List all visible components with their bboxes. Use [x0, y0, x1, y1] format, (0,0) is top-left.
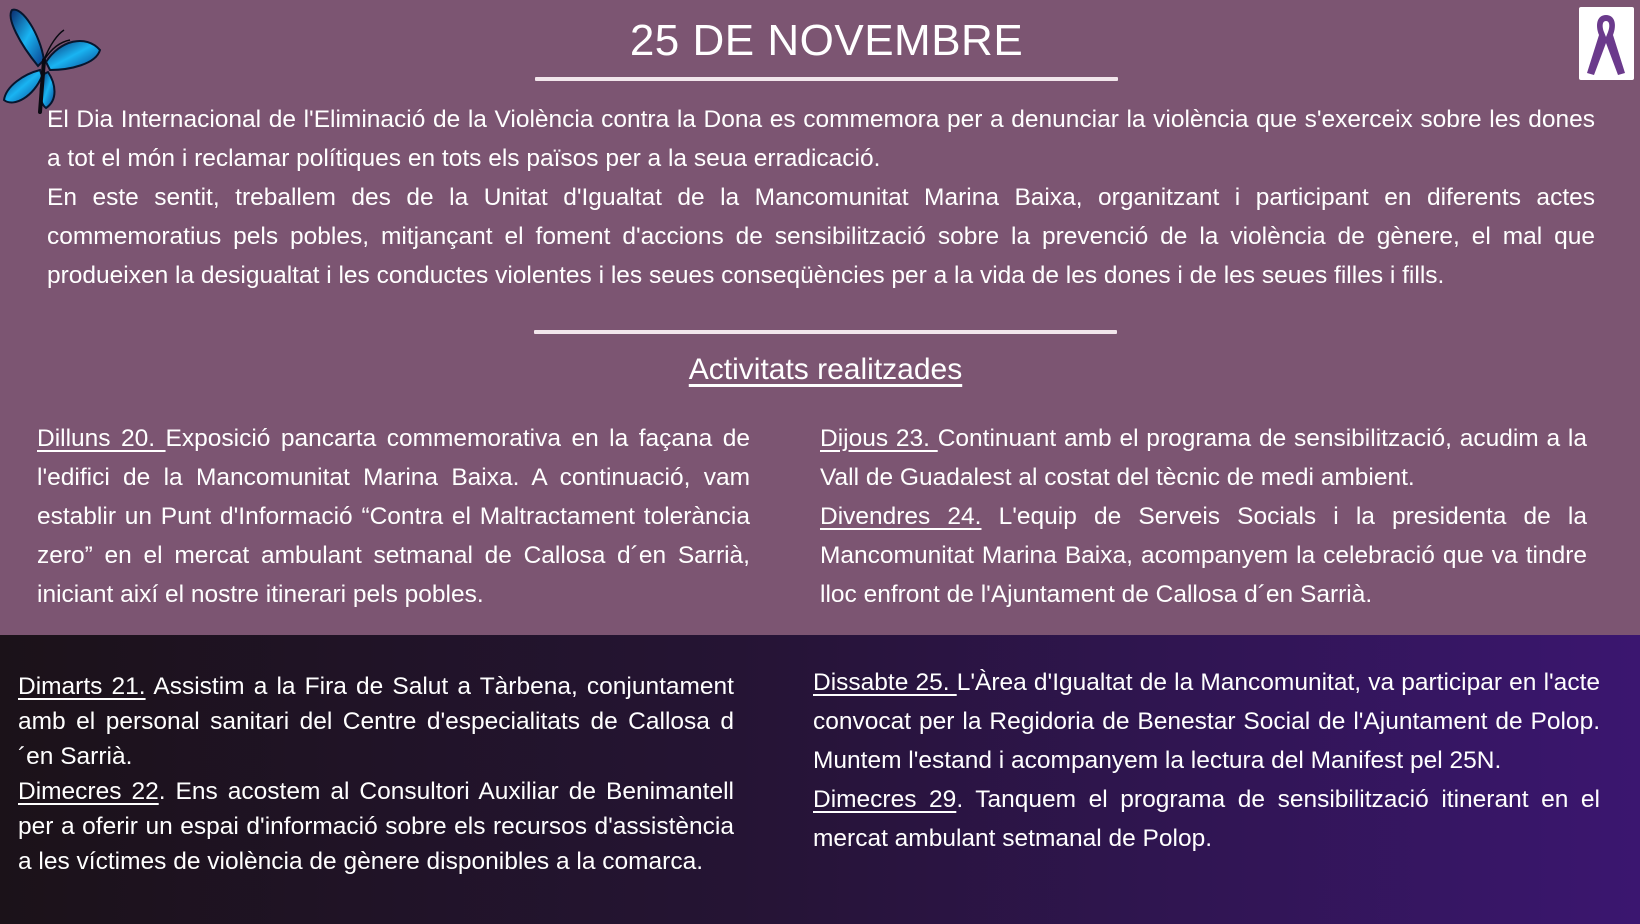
activity-text: L'Àrea d'Igualtat de la Mancomunitat, va participar en l'acte convocat per la Regidoria de Benestar Social de l'Ajuntament de Polop. Muntem l'estand i acompanyem la lectura del Manifest pel 25N.: [813, 669, 1600, 774]
section-divider: [534, 330, 1117, 334]
activity-text: L'equip de Serveis Socials i la presidenta de la Mancomunitat Marina Baixa, acompanyem la celebració que va tindre lloc enfront de l'Ajuntament de Callosa d´en Sarrià.: [820, 503, 1587, 608]
activity-text: . Tanquem el programa de sensibilització itinerant en el mercat ambulant setmanal de Polop.: [813, 786, 1601, 852]
activity-entry: [813, 663, 1600, 780]
activity-day: Dissabte 25.: [813, 669, 957, 696]
activities-heading: Activitats realitzades: [688, 353, 963, 386]
activity-entry: [37, 419, 750, 614]
activity-day: Divendres 24.: [820, 503, 982, 530]
activity-column-top-right: [820, 419, 1587, 614]
activity-column-bottom-right: [813, 663, 1600, 858]
activity-column-bottom-left: [18, 669, 734, 879]
activity-entry: [18, 669, 734, 774]
activity-entry: [813, 780, 1600, 858]
activity-text: Assistim a la Fira de Salut a Tàrbena, conjuntament amb el personal sanitari del Centre d'especialitats de Callosa d´en Sarrià.: [18, 673, 734, 770]
activity-entry: [820, 497, 1587, 614]
ribbon-frame: [1579, 7, 1634, 80]
activity-day: Dilluns 20.: [37, 425, 166, 452]
activity-entry: [820, 419, 1587, 497]
activity-text: . Ens acostem al Consultori Auxiliar de Benimantell per a oferir un espai d'informació sobre els recursos d'assistència a les víctimes de violència de gènere disponibles a la comarca.: [18, 778, 734, 875]
activity-column-top-left: [37, 419, 750, 614]
intro-paragraph: En este sentit, treballem des de la Unitat d'Igualtat de la Mancomunitat Marina Baixa, organitzant i participant en diferents actes commemoratius pels pobles, mitjançant el foment d'accions de sensibilització sobre la prevenció de la violència de gènere, el mal que produeixen la desigualtat i les conductes violentes i les seues conseqüències per a la vida de les dones i de les seues filles i fills.: [47, 184, 1595, 289]
title-divider: [535, 77, 1118, 81]
activity-text: Exposició pancarta commemorativa en la façana de l'edifici de la Mancomunitat Marina Baixa. A continuació, vam establir un Punt d'Informació “Contra el Maltractament tolerància zero” en el mercat ambulant setmanal de Callosa d´en Sarrià, iniciant així el nostre itinerari pels pobles.: [37, 425, 751, 608]
activity-text: Continuant amb el programa de sensibilització, acudim a la Vall de Guadalest al costat del tècnic de medi ambient.: [820, 425, 1587, 491]
intro-paragraph: El Dia Internacional de l'Eliminació de la Violència contra la Dona es commemora per a denunciar la violència que s'exerceix sobre les dones a tot el món i reclamar polítiques en tots els països per a la seua erradicació.: [47, 106, 1595, 172]
page-title: 25 DE NOVEMBRE: [629, 16, 1024, 65]
activity-day: Dimarts 21.: [18, 673, 146, 700]
activity-day: Dimecres 29: [813, 786, 957, 813]
intro-text: [47, 100, 1595, 295]
activity-day: Dijous 23.: [820, 425, 938, 452]
purple-awareness-ribbon-icon: [1579, 7, 1634, 80]
activity-day: Dimecres 22: [18, 778, 159, 805]
activity-entry: [18, 774, 734, 879]
